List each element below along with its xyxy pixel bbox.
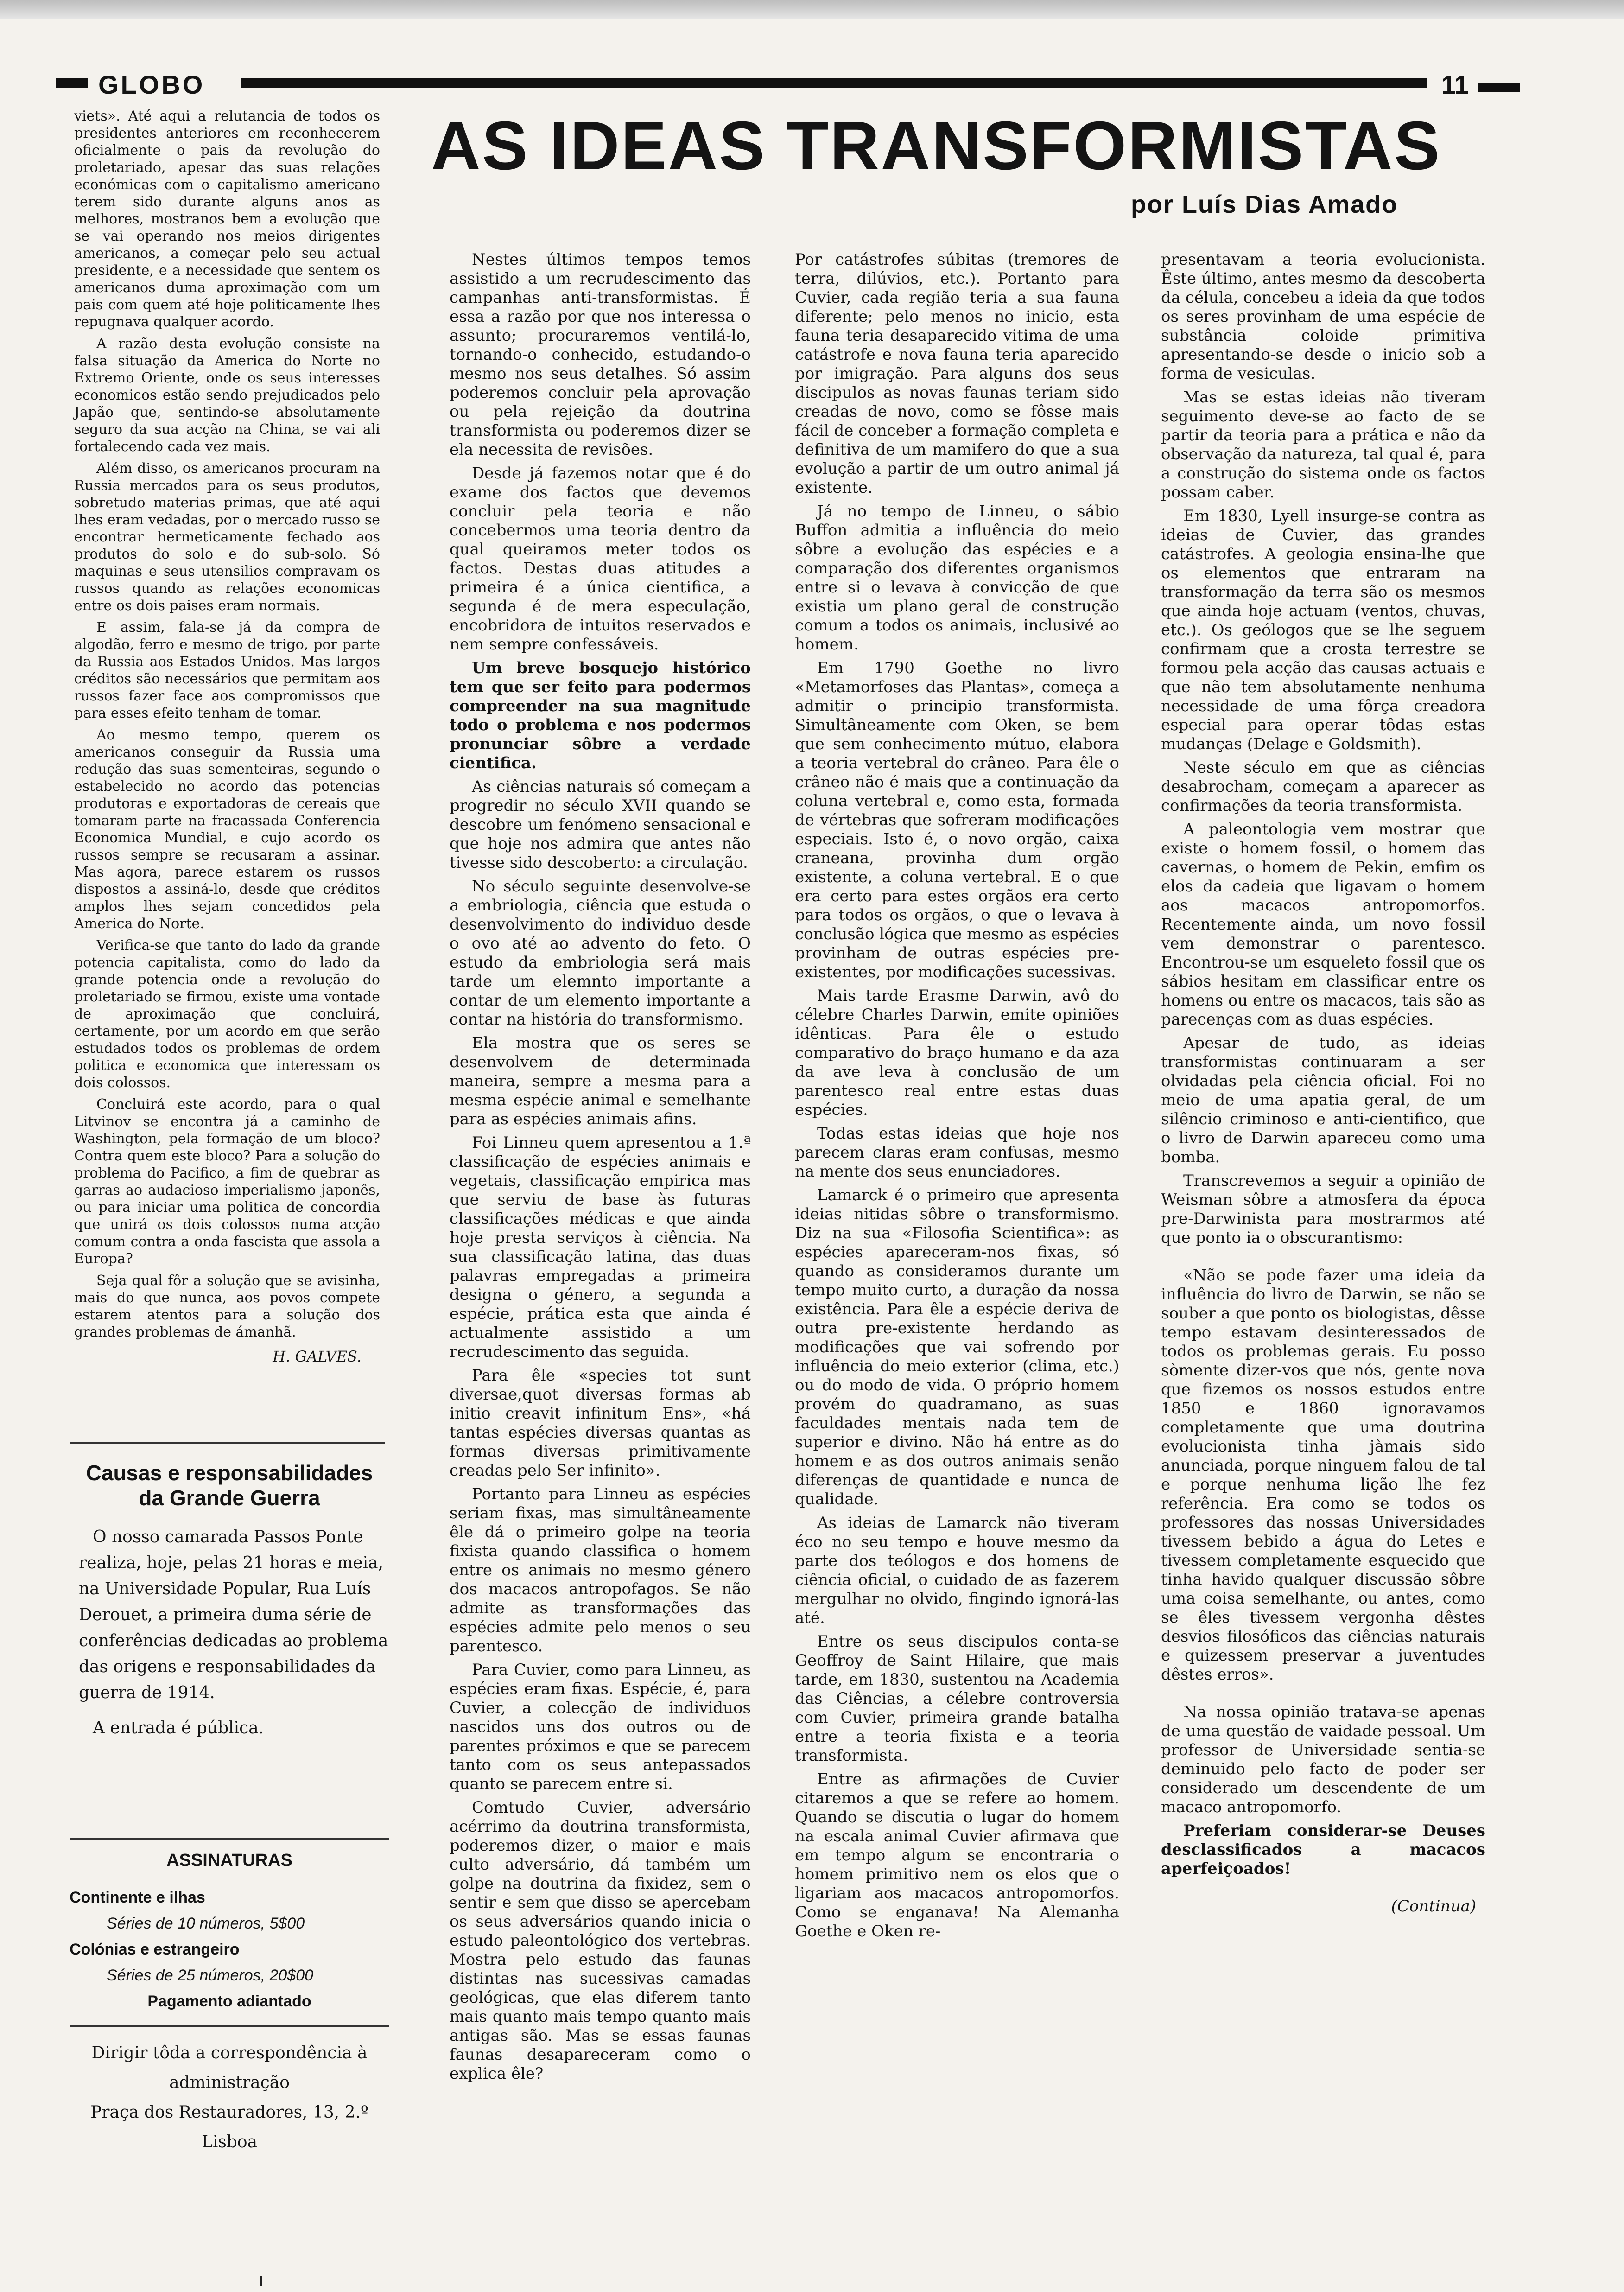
address-line: Lisboa (201, 2133, 258, 2152)
article-paragraph: Mas se estas ideias não tiveram seguimento deve-se ao facto de se partir da teoria para a prática e não da observação da natureza, tal qual é, para a construção do sistema onde os factos possam caber. (1161, 388, 1485, 502)
subscription-price: Séries de 25 números, 20$00 (107, 1967, 314, 1984)
address-line: administração (169, 2073, 290, 2092)
notice-title (70, 1460, 389, 1510)
sidebar-paragraph: Concluirá este acordo, para o qual Litvinov se encontra já a caminho de Washington, pela formação de um bloco? Contra quem este bloco? Para a solução do problema do Pacifico, a fim de quebrar as garras ao audacioso imperialismo japonês, ou para iniciar uma politica de concordia que unirá os dois colossos numa acção comum contra a onda fascista que assola a Europa? (74, 1096, 380, 1267)
scan-mark (260, 2276, 262, 2286)
subscriptions-title: ASSINATURAS (166, 1851, 292, 1870)
notice-paragraph: A entrada é pública. (93, 1719, 264, 1738)
publication-name: GLOBO (98, 70, 205, 99)
article-paragraph: Portanto para Linneu as espécies seriam fixas, mas simultâneamente êle dá o primeiro golpe na teoria fixista quando classifica o homem entre os animais no mesmo género dos macacos antropofagos. Se não admite as transformações das espécies admite pelo menos o seu parentesco. (450, 1485, 751, 1655)
sidebar-paragraph: E assim, fala-se já da compra de algodão, ferro e mesmo de trigo, por parte da Russia aos Estados Unidos. Mas largos créditos são necessários que permitam aos russos fazer face aos compromissos que para esses efeito tenham de tomar. (74, 619, 380, 721)
article-paragraph: Para êle «species tot sunt diversae,quot diversas formas ab initio creavit infinitum Ens», «há tantas espécies diversas quantas as formas diversas primitivamente creadas pelo Ser infinito». (450, 1366, 751, 1480)
article-paragraph: Neste século em que as ciências desabrocham, começam a aparecer as confirmações da teoria transformista. (1161, 758, 1485, 815)
article-paragraph: Comtudo Cuvier, adversário acérrimo da doutrina transformista, poderemos dizer, o maior e mais culto adversário, dá também um golpe na doutrina da fixidez, sem o sentir e sem que disso se apercebam os seus adversários quando inicia o estudo paleontológico dos vertebras. Mostra pelo estudo das faunas distintas nas sucessivas camadas geológicas, que elas diferem tanto mais quanto mais tempo quanto mais antigas são. Mas se essas faunas faunas desapareceram como o explica êle? (450, 1798, 751, 2083)
subscriptions-top-rule (70, 1838, 389, 1840)
sidebar-paragraph: Ao mesmo tempo, querem os americanos conseguir da Russia uma redução das suas sementeiras, segundo o estabelecido no acordo das potencias produtoras e exportadoras de cereais que tomaram parte na fracassada Conferencia Economica Mundial, e cujo acordo os russos sempre se recusaram a assinar. Mas agora, parece estarem os russos dispostos a assiná-lo, desde que créditos amplos lhes sejam concedidos pela America do Norte. (74, 727, 380, 932)
address-block (70, 2038, 389, 2157)
article-byline: por Luís Dias Amado (1131, 191, 1398, 218)
subscription-price: Séries de 10 números, 5$00 (107, 1915, 305, 1932)
article-column-1 (450, 250, 751, 2088)
article-title: AS IDEAS TRANSFORMISTAS (431, 108, 1441, 184)
article-paragraph: Foi Linneu quem apresentou a 1.ª classificação de espécies animais e vegetais, classificação empirica mas que serviu de base às futuras classificações médicas e que ainda hoje presta serviços à ciência. Na sua classificação latina, das duas palavras empregadas a primeira designa o género, a segunda a espécie, prática esta que ainda é actualmente assistido a um recrudescimento das seguida. (450, 1133, 751, 1361)
header-left-dash (56, 78, 88, 88)
sidebar-paragraph: Verifica-se que tanto do lado da grande potencia capitalista, como do lado da grande potencia onde a revolução do proletariado se firmou, existe uma vontade de aproximação que concluirá, certamente, por um acordo em que serão estudados todos os problemas de ordem politica e economica que interessam os dois colossos. (74, 937, 380, 1091)
notice-paragraph: O nosso camarada Passos Ponte realiza, hoje, pelas 21 horas e meia, na Universidade Popular, Rua Luís Derouet, a primeira duma série de conferências dedicadas ao problema das origens e responsabilidades da guerra de 1914. (79, 1528, 388, 1702)
article-paragraph: Entre os seus discipulos conta-se Geoffroy de Saint Hilaire, que mais tarde, em 1830, sustentou na Academia das Ciências, a célebre controversia com Cuvier, primeira grande batalha entre a teoria fixista e a teoria transformista. (795, 1632, 1119, 1765)
article-quote: «Não se pode fazer uma ideia da influência do livro de Darwin, se não se souber a que ponto os biologistas, dêsse tempo estavam desinteressados de todos os problemas gerais. Eu posso sòmente dizer-vos que nós, gente nova que fizemos os nossos estudos entre 1850 e 1860 ignoravamos completamente que uma doutrina evolucionista tinha jàmais sido anunciada, porque ninguem falou de tal e porque nenhuma lição lhe fez referência. Era como se todos os professores das nossas Universidades tivessem bebido a água do Letes e tivessem completamente esquecido que tinha havido qualquer discussão sôbre uma coisa semelhante, ou antes, como se êles tivessem vergonha dêstes desvios filosóficos das ciências naturais e quizessem preservar a juventudes dêstes erros». (1161, 1266, 1485, 1684)
notice-body (70, 1524, 389, 1741)
article-paragraph: A paleontologia vem mostrar que existe o homem fossil, o homem das cavernas, o homem de Pekin, emfim os elos da cadeia que ligavam o homem aos macacos antropomorfos. Recentemente ainda, um novo fossil vem demonstrar o parentesco. Encontrou-se um esqueleto fossil que os sábios hesitam em classificar entre os homens ou entre os macacos, tais são as parecenças com as duas espécies. (1161, 820, 1485, 1029)
article-column-2 (795, 250, 1119, 1946)
sidebar-signature: H. GALVES. (273, 1348, 362, 1365)
article-paragraph: Desde já fazemos notar que é do exame dos factos que devemos concluir pela teoria e não concebermos uma teoria dentro da qual queiramos meter todos os factos. Destas duas atitudes a primeira é a única cientifica, a segunda é de mera especulação, encobridora de intuitos reservados e nem sempre confessáveis. (450, 464, 751, 654)
article-paragraph: No século seguinte desenvolve-se a embriologia, ciência que estuda o desenvolvimento do individuo desde o ovo até ao advento do feto. O estudo da embriologia será mais tarde um elemnto importante a contar de um elemento importante a contar na história do transformismo. (450, 877, 751, 1029)
article-paragraph: Por catástrofes súbitas (tremores de terra, dilúvios, etc.). Portanto para Cuvier, cada região teria a sua fauna diferente; pelo menos no inicio, esta fauna teria desaparecido vitima de uma catástrofe e nova fauna teria aparecido por imigração. Para alguns dos seus discipulos as novas faunas teriam sido creadas de novo, como se fôsse mais fácil de conceber a formação completa e definitiva de um mamifero do que a sua evolução a partir de um outro animal já existente. (795, 250, 1119, 497)
article-paragraph: As ideias de Lamarck não tiveram éco no seu tempo e houve mesmo da parte dos teólogos e dos homens de ciência oficial, o cuidado de as fazerem mergulhar no olvido, fingindo ignorá-las até. (795, 1514, 1119, 1627)
address-line: Praça dos Restauradores, 13, 2.º (90, 2103, 368, 2122)
scan-top-edge (0, 0, 1624, 19)
notice-title-line: da Grande Guerra (139, 1486, 320, 1510)
header-right-dash (1478, 83, 1520, 92)
article-paragraph: Apesar de tudo, as ideias transformistas continuaram a ser olvidadas pela ciência oficial. Foi no meio de uma apatia geral, de um silêncio criminoso e anti-cientifico, que o livro de Darwin apareceu como uma bomba. (1161, 1034, 1485, 1166)
article-paragraph: Ela mostra que os seres se desenvolvem de determinada maneira, sempre a mesma para a mesma espécie animal e semelhante para as espécies animais afins. (450, 1034, 751, 1128)
article-paragraph: Já no tempo de Linneu, o sábio Buffon admitia a influência do meio sôbre a evolução das espécies e a comparação dos diferentes organismos entre si o levava à convicção de que existia um plano geral de construção comum a todos os animais, inclusivé ao homem. (795, 502, 1119, 654)
article-paragraph: Em 1830, Lyell insurge-se contra as ideias de Cuvier, das grandes catástrofes. A geologia ensina-lhe que os elementos que entraram na transformação da terra são os mesmos que ainda hoje actuam (ventos, chuvas, etc.). Os geólogos que se lhe seguem confirmam que a crosta terrestre se formou pela acção das causas actuais e que não tem absolutamente nenhuma necessidade de uma fôrça creadora especial para operar tôdas estas mudanças (Delage e Goldsmith). (1161, 507, 1485, 753)
article-paragraph: Transcrevemos a seguir a opinião de Weisman sôbre a atmosfera da época pre-Darwinista para mostrarmos até que ponto ia o obscurantismo: (1161, 1171, 1485, 1247)
article-paragraph: Entre as afirmações de Cuvier citaremos a que se refere ao homem. Quando se discutia o lugar do homem na escala animal Cuvier afirmava que em tempo algum se encontraria o homem primitivo nem os elos que o ligariam aos macacos antropomorfos. Como se enganava! Na Alemanha Goethe e Oken re- (795, 1770, 1119, 1941)
subscriptions-bottom-rule (70, 2025, 389, 2027)
sidebar-paragraph: A razão desta evolução consiste na falsa situação da America do Norte no Extremo Oriente, onde os seus interesses economicos estão sendo prejudicados pelo Japão que, sentindo-se absolutamente seguro da sua acção na China, se vai ali fortalecendo cada vez mais. (74, 336, 380, 455)
article-paragraph: Nestes últimos tempos temos assistido a um recrudescimento das campanhas anti-transformistas. É essa a razão por que nos interessa o assunto; procuraremos ventilá-lo, tornando-o conhecido, estudando-o mesmo nos seus detalhes. Só assim poderemos concluir pela aprovação ou pela rejeição da doutrina transformista ou poderemos dizer se ela necessita de revisões. (450, 250, 751, 459)
article-paragraph: presentavam a teoria evolucionista. Êste último, antes mesmo da descoberta da célula, concebeu a ideia da que todos os seres provinham de uma espécie de substância coloide primitiva apresentando-se desde o inicio sob a forma de vesiculas. (1161, 250, 1485, 383)
notice-title-line: Causas e responsabilidades (86, 1461, 373, 1485)
article-paragraph: Lamarck é o primeiro que apresenta ideias nitidas sôbre o transformismo. Diz na sua «Filosofia Scientifica»: as espécies apareceram-nos fixas, só quando as consideramos durante um tempo muito curto, a duração da nossa existência. Para êle a espécie deriva de outra pre-existente herdando as modificações que vai sofrendo por influência do meio exterior (clima, etc.) ou do modo de vida. O próprio homem provém do quadramano, as suas faculdades mentais nada tem de superior e divino. Não há entre as do homem e as dos outros animais senão diferenças de quantidade e nunca de qualidade. (795, 1186, 1119, 1509)
article-paragraph: As ciências naturais só começam a progredir no século XVII quando se descobre um fenómeno sensacional e que hoje nos admira que antes não tivesse sido descoberto: a circulação. (450, 777, 751, 872)
subscription-region: Continente e ilhas (70, 1889, 205, 1906)
article-paragraph: Todas estas ideias que hoje nos parecem claras eram confusas, mesmo na mente dos seus enunciadores. (795, 1124, 1119, 1181)
article-paragraph: Na nossa opinião tratava-se apenas de uma questão de vaidade pessoal. Um professor de Universidade sentia-se deminuido pelo facto de poder ser considerado um descendente de um macaco antropomorfo. (1161, 1703, 1485, 1816)
continuation-note: (Continua) (1391, 1897, 1476, 1916)
sidebar-paragraph: Seja qual fôr a solução que se avisinha, mais do que nunca, aos povos compete estarem atentos para a solução dos grandes problemas de ámanhã. (74, 1273, 380, 1340)
article-paragraph: Em 1790 Goethe no livro «Metamorfoses das Plantas», começa a admitir o principio transformista. Simultâneamente com Oken, se bem que sem conhecimento mútuo, elabora a teoria vertebral do crâneo. Para êle o crâneo não é mais que a continuação da coluna vertebral e, como esta, formada de vértebras que sofreram modificações especiais. Isto é, o novo orgão, caixa craneana, provinha dum orgão existente, a coluna vertebral. E o que era certo para estes orgãos era certo para todos os orgãos, o que o levava à conclusão lógica que mesmo as espécies provinham de outras espécies pre-existentes, por modificações sucessivas. (795, 659, 1119, 981)
article-paragraph: Preferiam considerar-se Deuses desclassificados a macacos aperfeiçoados! (1161, 1821, 1485, 1878)
header-rule (241, 78, 1427, 88)
article-column-3 (1161, 250, 1485, 1916)
subscription-payment: Pagamento adiantado (147, 1993, 311, 2010)
subscription-region: Colónias e estrangeiro (70, 1941, 240, 1958)
sidebar-article (74, 108, 380, 1365)
page-number: 11 (1441, 70, 1469, 99)
notice-top-rule (70, 1442, 385, 1444)
sidebar-paragraph: viets». Até aqui a relutancia de todos os presidentes anteriores em reconhecerem oficialmente o pais da revolução do proletariado, apesar das suas relações económicas com o capitalismo americano terem sido durante alguns anos as melhores, mostranos bem a evolução que se vai operando nos meios dirigentes americanos, a começar pelo seu actual presidente, e a necessidade que sentem os americanos duma aproximação com um pais com quem até hoje politicamente lhes repugnava qualquer acordo. (74, 108, 380, 330)
article-paragraph: Para Cuvier, como para Linneu, as espécies eram fixas. Espécie, é, para Cuvier, a colecção de individuos nascidos uns dos outros ou de parentes próximos e que se parecem tanto com os seus antepassados quanto se parecem entre si. (450, 1661, 751, 1793)
article-paragraph: Um breve bosquejo histórico tem que ser feito para podermos compreender na sua magnitude todo o problema e nos podermos pronunciar sôbre a verdade cientifica. (450, 659, 751, 772)
address-line: Dirigir tôda a correspondência à (91, 2044, 368, 2063)
article-paragraph: Mais tarde Erasme Darwin, avô do célebre Charles Darwin, emite opiniões idênticas. Para êle o estudo comparativo do braço humano e da aza da ave leva à conclusão de um parentesco real entre estas duas espécies. (795, 987, 1119, 1119)
sidebar-paragraph: Além disso, os americanos procuram na Russia mercados para os seus produtos, sobretudo materias primas, que até aqui lhes eram vedadas, por o mercado russo se encontrar hermeticamente fechado aos produtos do solo e do sub-solo. Só maquinas e seus utensilios compravam os russos quando as relações economicas entre os dois paises eram normais. (74, 460, 380, 614)
subscriptions-box (70, 1827, 389, 2157)
notice-box (70, 1451, 389, 1751)
